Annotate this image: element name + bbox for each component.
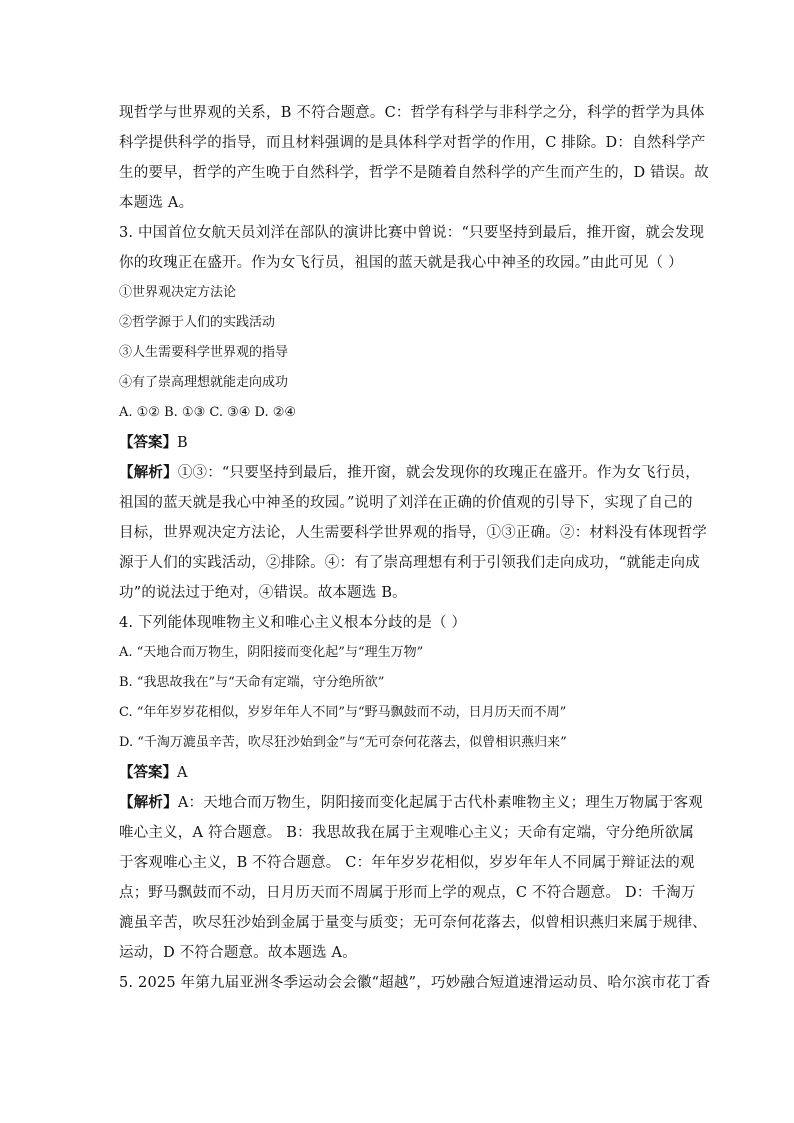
document-content <box>119 98 711 998</box>
answer-value: B <box>177 435 188 451</box>
analysis-label: 【解析】 <box>119 795 178 811</box>
q3-item: ④有了崇高理想就能走向成功 <box>119 375 289 390</box>
answer-value: A <box>177 765 188 781</box>
analysis-label: 【解析】 <box>119 465 178 481</box>
q4-analysis-line: 点；野马飘鼓而不动，日月历天而不周属于形而上学的观点，C 不符合题意。 D：千淘万 <box>119 885 696 901</box>
q3-answer <box>119 428 679 458</box>
q3-stem-line: 3. 中国首位女航天员刘洋在部队的演讲比赛中曾说：“只要坚持到最后，推开窗，就会发现 <box>119 225 705 241</box>
q4-analysis-line <box>119 788 703 818</box>
q4-analysis-line: 漉虽辛苦，吹尽狂沙始到金属于量变与质变；无可奈何花落去，似曾相识燕归来属于规律、 <box>119 915 707 931</box>
q3-choices: A. ①② B. ①③ C. ③④ D. ②④ <box>119 405 297 420</box>
answer-label: 【答案】 <box>119 435 177 451</box>
q4-analysis-line: 唯心主义，A 符合题意。 B：我思故我在属于主观唯心主义；天命有定端，守分绝所欲属 <box>119 825 695 841</box>
q3-item: ②哲学源于人们的实践活动 <box>119 315 276 330</box>
q3-analysis-line <box>119 458 700 488</box>
q4-option-c: C. “年年岁岁花相似，岁岁年年人不同”与“野马飘鼓而不动，日月历天而不周” <box>119 705 567 720</box>
q3-analysis-text: ①③：“只要坚持到最后，推开窗，就会发现你的玫瑰正在盛开。作为女飞行员， <box>177 465 700 481</box>
prev-analysis-line: 本题选 A。 <box>119 195 194 211</box>
q3-item: ③人生需要科学世界观的指导 <box>119 345 289 360</box>
q4-analysis-line: 于客观唯心主义，B 不符合题意。 C：年年岁岁花相似，岁岁年年人不同属于辩证法的观 <box>119 855 695 871</box>
q4-answer <box>119 758 679 788</box>
answer-label: 【答案】 <box>119 765 177 781</box>
prev-analysis-line: 生的要早，哲学的产生晚于自然科学，哲学不是随着自然科学的产生而产生的，D 错误。故 <box>119 165 709 181</box>
q4-option-b: B. “我思故我在”与“天命有定端，守分绝所欲” <box>119 675 385 690</box>
q4-stem: 4. 下列能体现唯物主义和唯心主义根本分歧的是（ ） <box>119 615 467 631</box>
prev-analysis-line: 现哲学与世界观的关系，B 不符合题意。C：哲学有科学与非科学之分，科学的哲学为具体 <box>119 105 705 121</box>
q3-item: ①世界观决定方法论 <box>119 285 237 300</box>
q3-analysis-line: 目标，世界观决定方法论，人生需要科学世界观的指导，①③正确。②：材料没有体现哲学 <box>119 525 707 541</box>
q4-analysis-text: A：天地合而万物生，阴阳接而变化起属于古代朴素唯物主义；理生万物属于客观 <box>177 795 703 811</box>
q3-stem-line: 你的玫瑰正在盛开。作为女飞行员，祖国的蓝天就是我心中神圣的玫园。”由此可见（ ） <box>119 255 683 271</box>
q5-stem: 5. 2025 年第九届亚洲冬季运动会会徽“超越”，巧妙融合短道速滑运动员、哈尔滨市花丁香 <box>119 975 711 991</box>
prev-analysis-line: 科学提供科学的指导，而且材料强调的是具体科学对哲学的作用，C 排除。D：自然科学产 <box>119 135 706 151</box>
q3-analysis-line: 源于人们的实践活动，②排除。④：有了崇高理想有利于引领我们走向成功，“就能走向成 <box>119 555 700 571</box>
q4-analysis-line: 运动，D 不符合题意。故本题选 A。 <box>119 945 357 961</box>
q4-option-d: D. “千淘万漉虽辛苦，吹尽狂沙始到金”与“无可奈何花落去，似曾相识燕归来” <box>119 735 567 750</box>
q4-option-a: A. “天地合而万物生，阴阳接而变化起”与“理生万物” <box>119 645 424 660</box>
q3-analysis-line: 功”的说法过于绝对，④错误。故本题选 B。 <box>119 585 407 601</box>
q3-analysis-line: 祖国的蓝天就是我心中神圣的玫园。”说明了刘洋在正确的价值观的引导下，实现了自己的 <box>119 495 693 511</box>
